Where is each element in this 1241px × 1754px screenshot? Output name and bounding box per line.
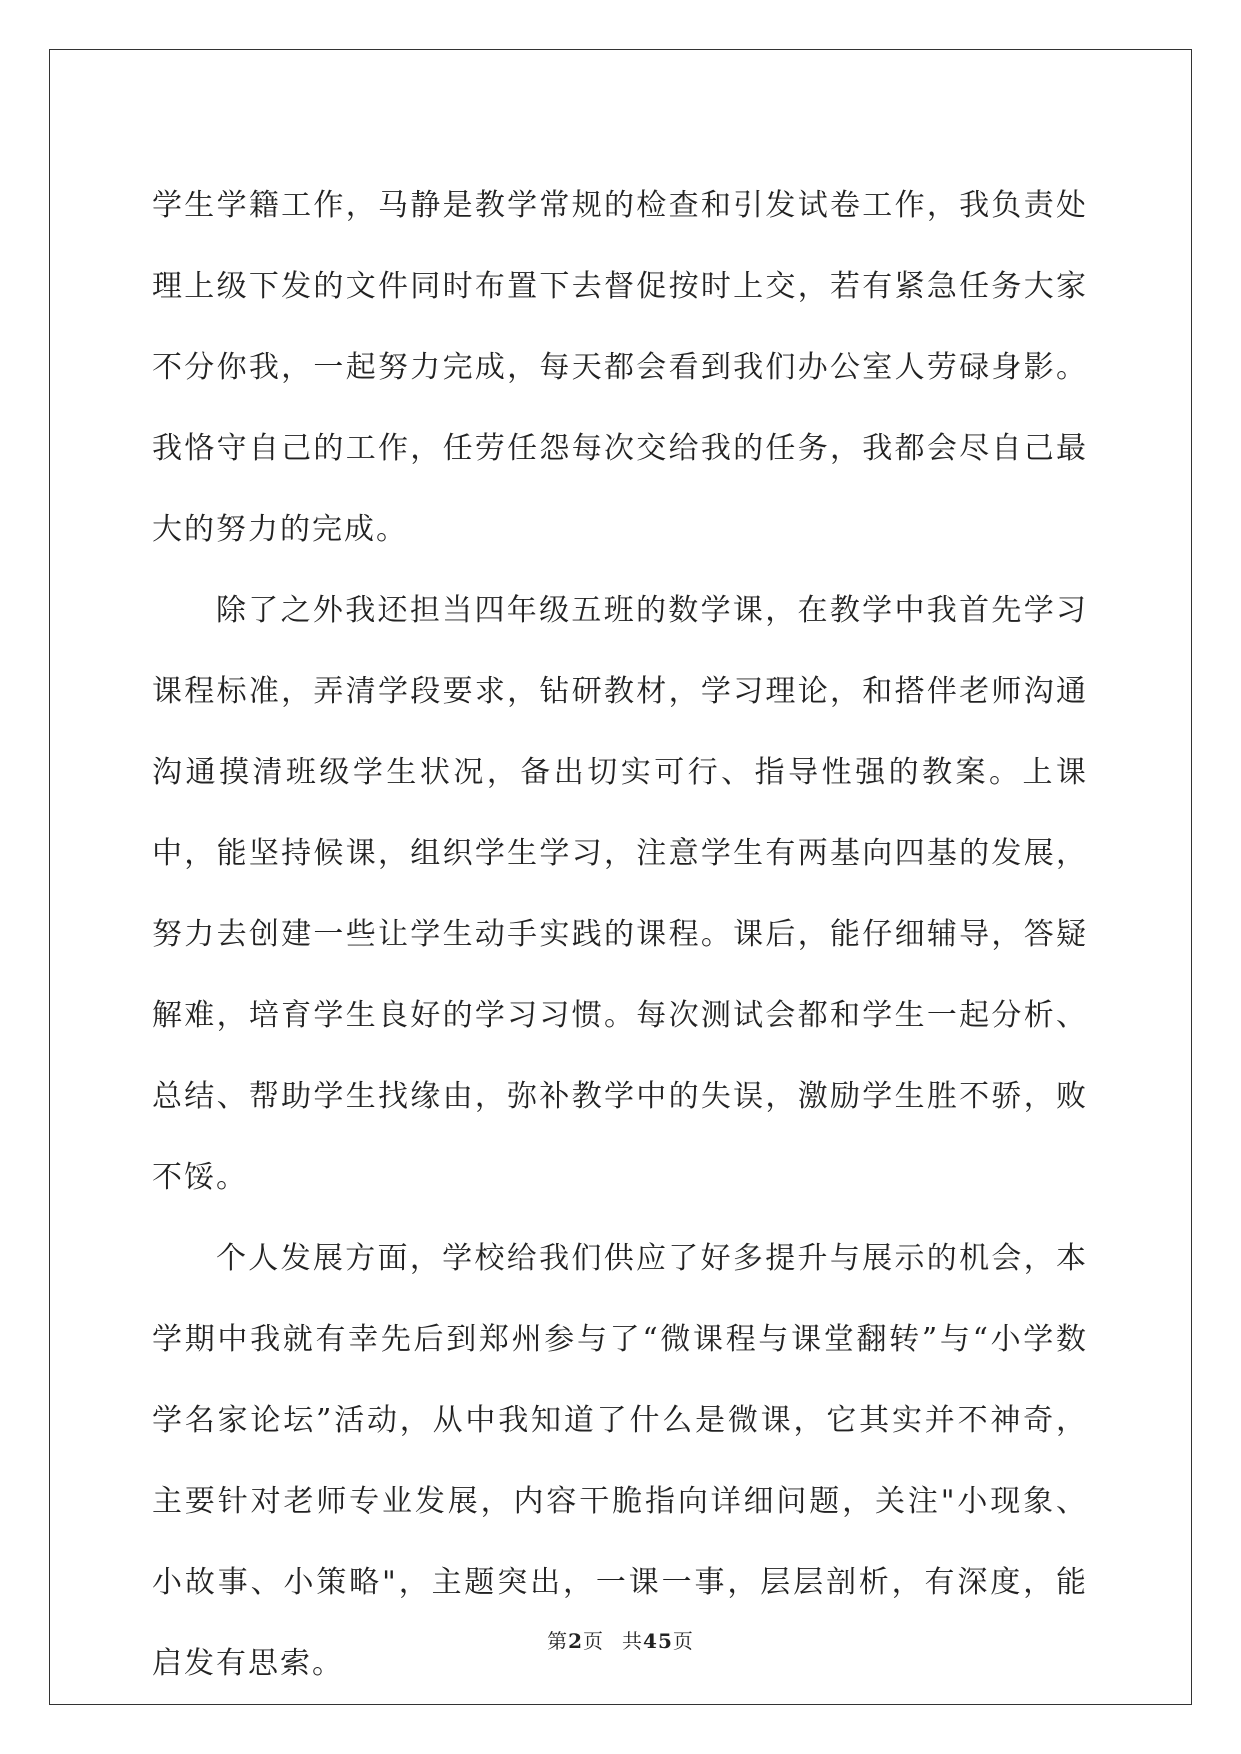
total-suffix: 页 (672, 1629, 694, 1653)
paragraph-1: 学生学籍工作，马静是教学常规的检查和引发试卷工作，我负责处理上级下发的文件同时布置下去督促按时上交，若有紧急任务大家不分你我，一起努力完成，每天都会看到我们办公室人劳碌身影。我恪守自己的工作，任劳任怨每次交给我的任务，我都会尽自己最大的努力的完成。 (152, 188, 1088, 547)
page-footer (0, 1625, 1241, 1654)
page-prefix: 第 (547, 1629, 569, 1653)
page-number: 2 (568, 1629, 584, 1653)
page-suffix: 页 (583, 1629, 605, 1653)
paragraph-3: 个人发展方面，学校给我们供应了好多提升与展示的机会，本学期中我就有幸先后到郑州参与了“微课程与课堂翻转”与“小学数学名家论坛”活动，从中我知道了什么是微课，它其实并不神奇，主要针对老师专业发展，内容干脆指向详细问题，关注"小现象、小故事、小策略"，主题突出，一课一事，层层剖析，有深度，能启发有思索。 (152, 1241, 1088, 1681)
total-pages: 45 (643, 1629, 673, 1653)
paragraph-2: 除了之外我还担当四年级五班的数学课，在教学中我首先学习课程标准，弄清学段要求，钻研教材，学习理论，和搭伴老师沟通沟通摸清班级学生状况，备出切实可行、指导性强的教案。上课中，能坚持候课，组织学生学习，注意学生有两基向四基的发展，努力去创建一些让学生动手实践的课程。课后，能仔细辅导，答疑解难，培育学生良好的学习习惯。每次测试会都和学生一起分析、总结、帮助学生找缘由，弥补教学中的失误，激励学生胜不骄，败不馁。 (152, 593, 1088, 1195)
total-prefix: 共 (622, 1629, 644, 1653)
document-body (152, 165, 1088, 1704)
